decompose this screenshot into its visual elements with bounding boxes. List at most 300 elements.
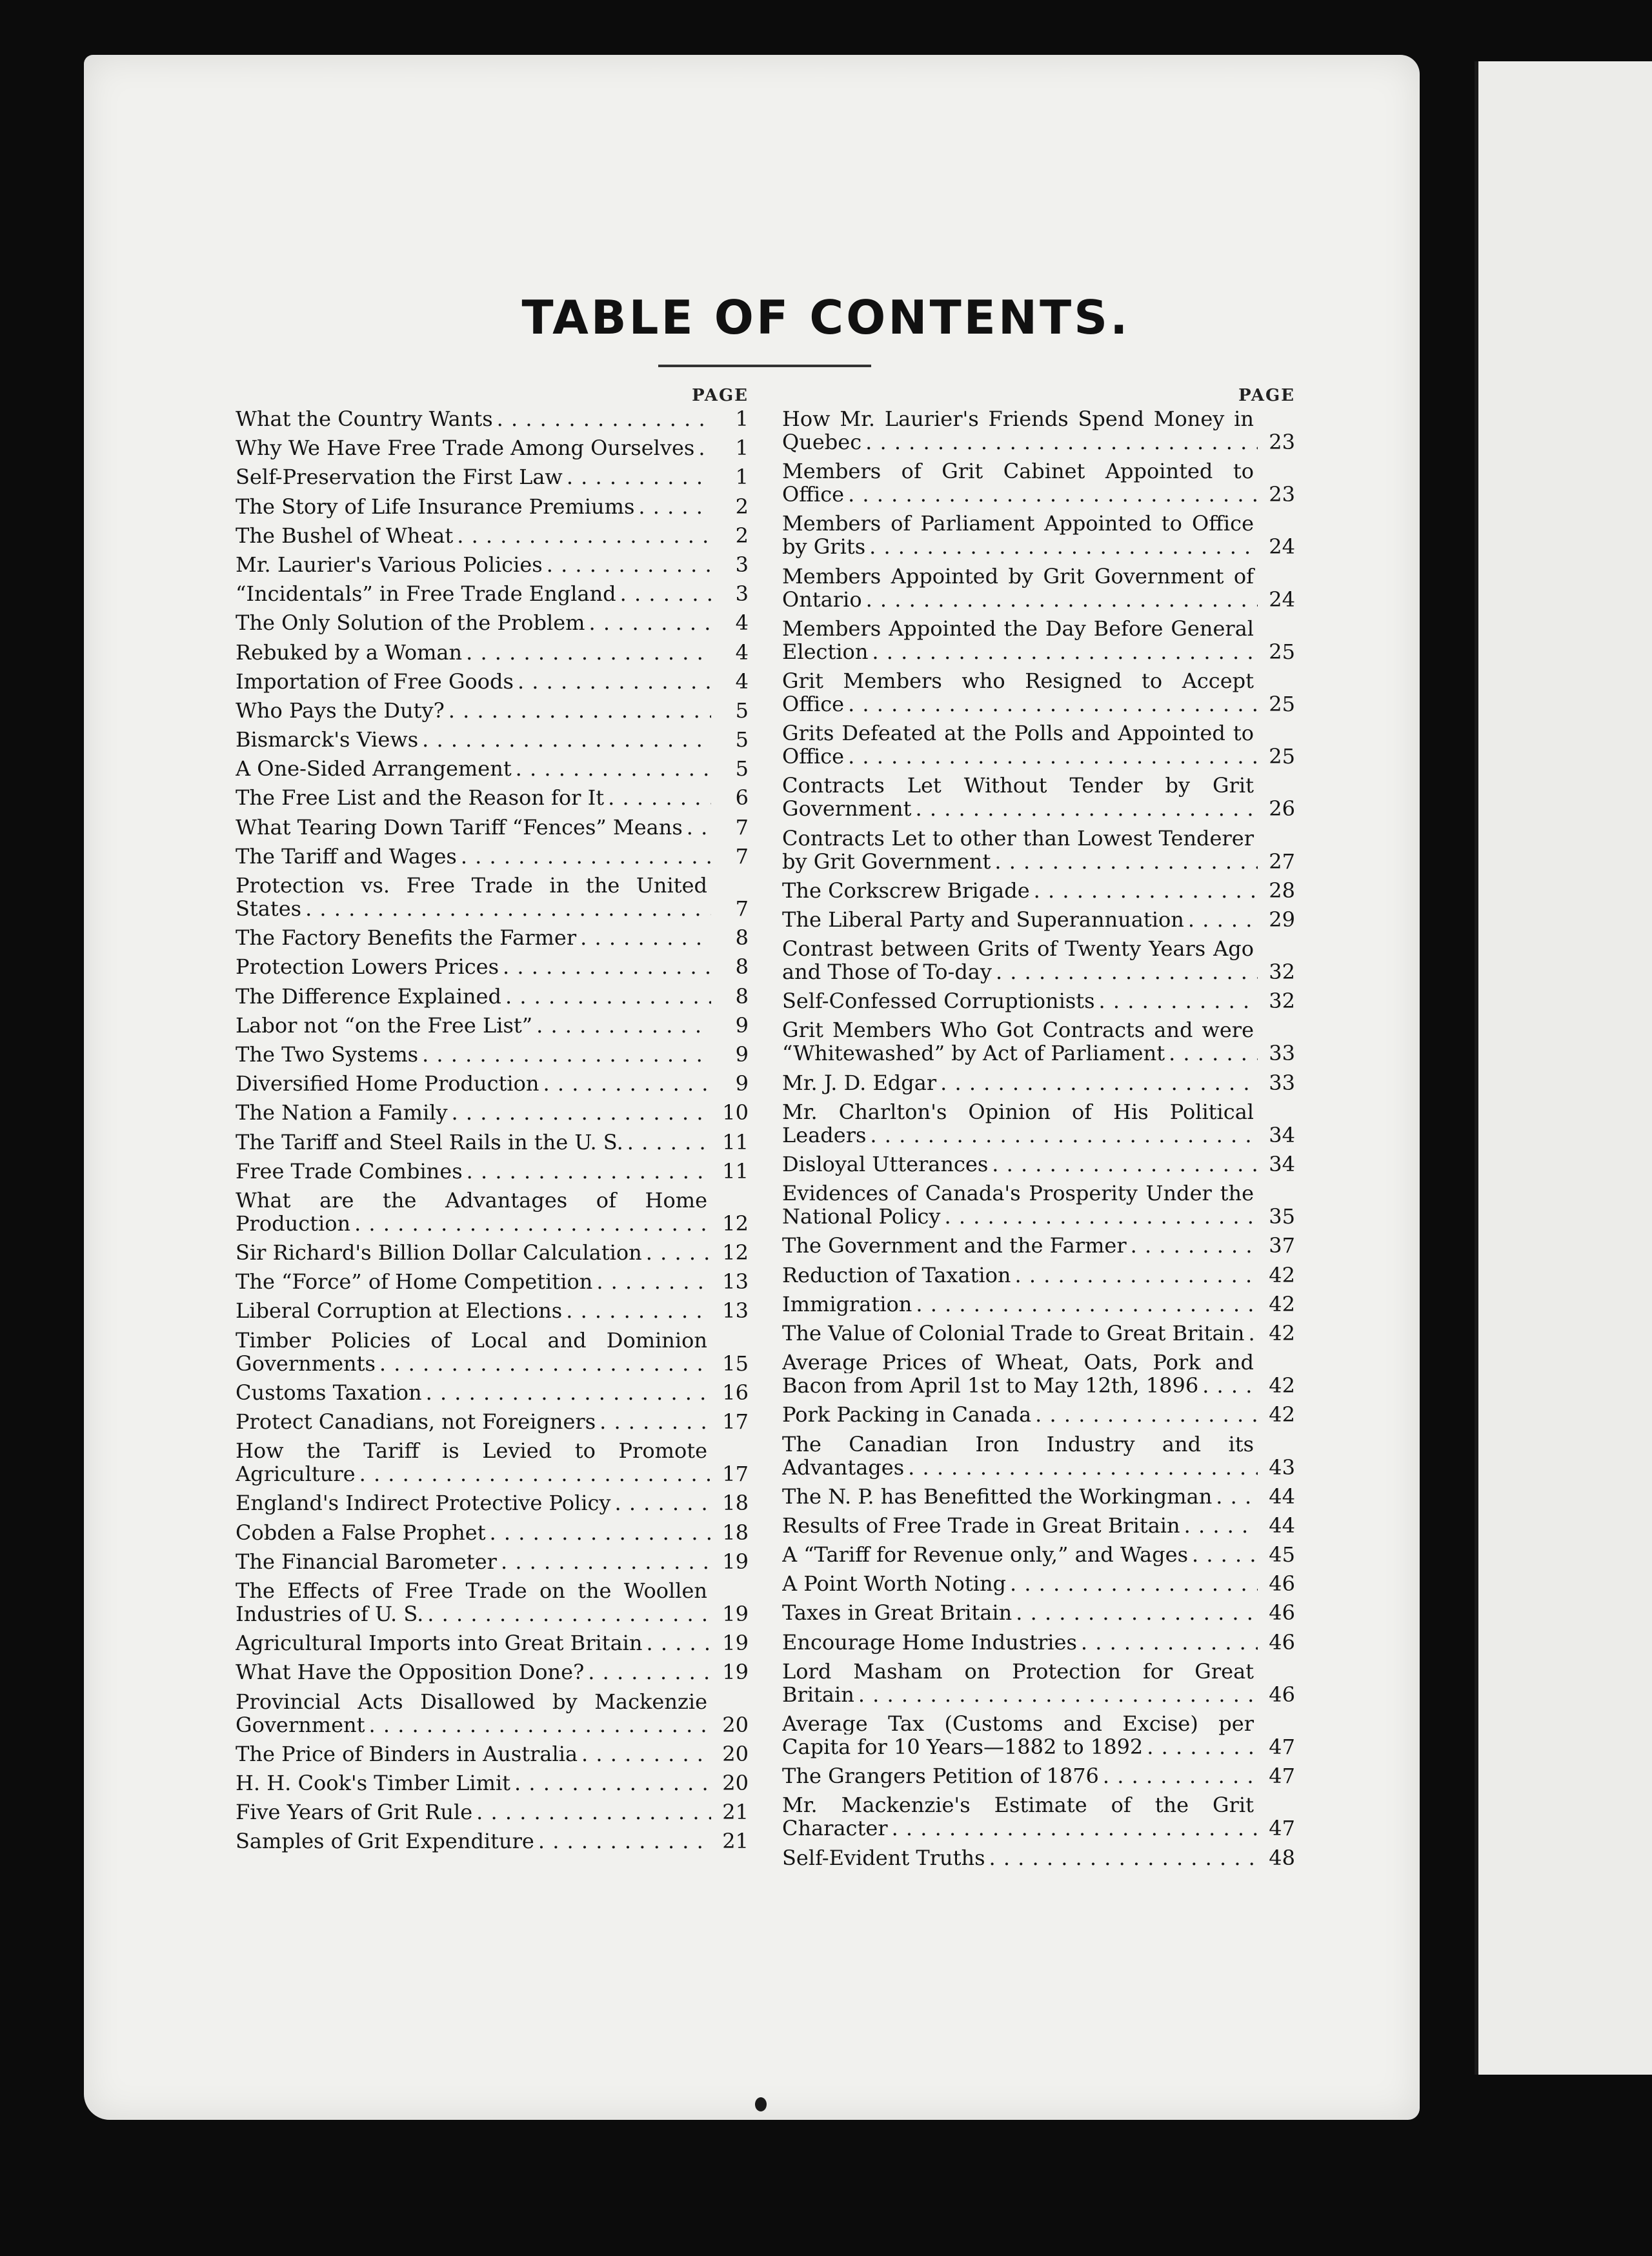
toc-entry-page: 32	[1269, 960, 1295, 985]
toc-entry-page: 4	[735, 640, 749, 665]
toc-entry-title	[236, 1043, 711, 1066]
toc-entry	[236, 845, 749, 868]
toc-entry	[236, 1189, 749, 1235]
toc-entry-title	[782, 721, 1258, 768]
toc-entry-page: 20	[722, 1712, 749, 1737]
toc-entry-page: 45	[1269, 1542, 1295, 1567]
toc-entry-title-text: The Government and the Farmer	[782, 1234, 1131, 1257]
toc-entry-title-text: England's Indirect Protective Policy	[236, 1491, 614, 1515]
toc-entry-title-text: Cobden a False Prophet	[236, 1521, 490, 1544]
toc-entry	[782, 721, 1295, 768]
toc-entry	[236, 1550, 749, 1573]
toc-entry-page: 42	[1269, 1291, 1295, 1316]
toc-entry-page: 33	[1269, 1070, 1295, 1095]
toc-entry	[236, 1690, 749, 1737]
toc-entry-title-text: The Nation a Family	[236, 1101, 452, 1124]
toc-entry	[782, 1485, 1295, 1508]
toc-entry-page: 12	[722, 1211, 749, 1236]
toc-entry-title	[236, 465, 711, 488]
toc-entry	[236, 1491, 749, 1515]
toc-entry-title	[782, 1322, 1258, 1345]
toc-entry-title	[782, 1234, 1258, 1257]
toc-entry-page: 1	[735, 407, 749, 431]
toc-entry	[782, 1660, 1295, 1706]
toc-entry	[782, 1182, 1295, 1228]
toc-entry	[236, 1072, 749, 1095]
toc-entry	[236, 611, 749, 634]
toc-entry	[782, 1793, 1295, 1840]
toc-entry-page: 35	[1269, 1204, 1295, 1229]
toc-entry-title-text: A Point Worth Noting	[782, 1572, 1010, 1595]
toc-entry-page: 24	[1269, 587, 1295, 612]
toc-entry-title	[236, 985, 711, 1008]
toc-entry-title-text: Customs Taxation	[236, 1381, 426, 1404]
toc-entry-page: 32	[1269, 989, 1295, 1014]
toc-entry	[782, 1351, 1295, 1397]
toc-entry-title	[236, 670, 711, 693]
toc-entry-title	[782, 1433, 1258, 1479]
toc-entry	[782, 827, 1295, 873]
toc-entry-page: 26	[1269, 796, 1295, 821]
toc-entry	[782, 1764, 1295, 1788]
toc-entry	[236, 524, 749, 547]
toc-entry-title-text: Diversified Home Production	[236, 1072, 543, 1095]
toc-entry	[236, 699, 749, 722]
toc-entry-title	[236, 1690, 711, 1737]
toc-entry	[236, 465, 749, 488]
toc-entry-title-text: Taxes in Great Britain	[782, 1601, 1016, 1624]
page-column-header-right: PAGE	[1238, 386, 1295, 405]
toc-entry-page: 8	[735, 983, 749, 1009]
toc-entry-title-text: The Tariff and Wages	[236, 845, 461, 868]
toc-entry	[782, 1264, 1295, 1287]
toc-entry-page: 33	[1269, 1041, 1295, 1066]
toc-entry-title	[782, 1543, 1258, 1566]
toc-entry-title	[236, 1579, 711, 1626]
toc-entry	[236, 1329, 749, 1375]
toc-entry-page: 25	[1269, 639, 1295, 664]
toc-entry-title-text: Results of Free Trade in Great Britain	[782, 1514, 1184, 1537]
toc-entry-title-text: Contracts Let to other than Lowest Tenderer by Grit Government	[782, 826, 1254, 873]
toc-entry-title	[236, 1521, 711, 1544]
toc-entry-page: 25	[1269, 744, 1295, 769]
toc-entry	[236, 495, 749, 518]
toc-entry	[236, 641, 749, 664]
toc-entry-title-text: Five Years of Grit Rule	[236, 1800, 476, 1824]
toc-entry-title-text: The Bushel of Wheat	[236, 524, 457, 547]
toc-entry	[782, 1018, 1295, 1065]
contents-column-right	[782, 384, 1295, 1875]
toc-list-right	[782, 407, 1295, 1869]
toc-entry-title-text: Reduction of Taxation	[782, 1264, 1015, 1287]
toc-entry	[236, 786, 749, 809]
toc-entry-page: 46	[1269, 1571, 1295, 1596]
toc-entry-page: 9	[735, 1012, 749, 1038]
toc-entry-page: 18	[722, 1520, 749, 1545]
toc-entry	[236, 874, 749, 920]
toc-entry-page: 20	[722, 1770, 749, 1795]
toc-entry-title-text: Provincial Acts Disallowed by Mackenzie Government	[236, 1689, 707, 1737]
toc-entry-title	[782, 1264, 1258, 1287]
toc-entry-title	[782, 1631, 1258, 1654]
toc-entry-page: 9	[735, 1042, 749, 1067]
toc-entry-title-text: Why We Have Free Trade Among Ourselves	[236, 436, 698, 459]
toc-entry-title-text: The Effects of Free Trade on the Woollen Industries of U. S.	[236, 1578, 707, 1626]
toc-entry-page: 8	[735, 925, 749, 951]
toc-entry-page: 37	[1269, 1233, 1295, 1258]
toc-entry	[236, 407, 749, 430]
toc-entry-title	[236, 845, 711, 868]
ink-mark	[755, 2097, 767, 2111]
toc-entry-page: 15	[722, 1351, 749, 1376]
toc-entry	[236, 1131, 749, 1154]
toc-entry-page: 7	[735, 896, 749, 921]
toc-entry-title-text: The Tariff and Steel Rails in the U. S.	[236, 1131, 627, 1154]
toc-entry-title	[782, 908, 1258, 931]
toc-entry-title	[236, 1491, 711, 1515]
toc-entry-title	[236, 1014, 711, 1037]
toc-entry-title	[236, 1101, 711, 1124]
toc-entry-page: 46	[1269, 1600, 1295, 1626]
toc-entry-page: 5	[735, 756, 749, 781]
toc-entry-page: 44	[1269, 1513, 1295, 1538]
toc-entry-page: 29	[1269, 907, 1295, 932]
toc-entry-title-text: Members Appointed by Grit Government of Ontario	[782, 564, 1254, 611]
page-title: TABLE OF CONTENTS.	[521, 290, 1131, 345]
toc-entry-title	[236, 786, 711, 809]
toc-entry-title	[782, 827, 1258, 873]
toc-entry	[782, 565, 1295, 611]
toc-entry-title	[782, 1712, 1258, 1758]
toc-entry-title	[236, 955, 711, 978]
toc-entry-title	[782, 459, 1258, 506]
toc-entry-page: 47	[1269, 1764, 1295, 1789]
toc-entry	[236, 1579, 749, 1626]
toc-entry	[236, 1660, 749, 1684]
toc-entry-title-text: Importation of Free Goods	[236, 670, 518, 693]
toc-entry	[236, 1101, 749, 1124]
toc-entry-title	[782, 512, 1258, 558]
toc-entry-title-text: The Value of Colonial Trade to Great Britain	[782, 1322, 1248, 1345]
toc-entry-title-text: Who Pays the Duty?	[236, 699, 448, 722]
toc-entry-title-text: Grit Members Who Got Contracts and were “Whitewashed” by Act of Parliament	[782, 1018, 1254, 1065]
toc-entry-title	[782, 989, 1258, 1012]
toc-entry-page: 8	[735, 954, 749, 980]
toc-entry-title-text: The Story of Life Insurance Premiums	[236, 495, 638, 518]
toc-entry-title	[236, 699, 711, 722]
toc-entry	[782, 1403, 1295, 1426]
toc-entry-title-text: Samples of Grit Expenditure	[236, 1829, 538, 1853]
toc-entry	[236, 985, 749, 1008]
toc-entry	[236, 1043, 749, 1066]
toc-entry-title-text: The Only Solution of the Problem	[236, 611, 589, 634]
toc-entry	[236, 1800, 749, 1824]
toc-entry-title	[782, 1572, 1258, 1595]
toc-entry-page: 27	[1269, 849, 1295, 874]
toc-entry-page: 42	[1269, 1373, 1295, 1398]
toc-entry-title-text: What are the Advantages of Home Production	[236, 1188, 707, 1235]
toc-entry-title-text: Protection vs. Free Trade in the United States	[236, 874, 707, 920]
toc-entry-title	[782, 1071, 1258, 1094]
toc-entry-page: 19	[722, 1549, 749, 1574]
toc-entry-title-text: Members of Grit Cabinet Appointed to Office	[782, 459, 1254, 507]
toc-entry-title	[782, 1100, 1258, 1147]
toc-entry-title	[236, 1072, 711, 1095]
toc-entry-title-text: The Grangers Petition of 1876	[782, 1764, 1103, 1788]
toc-entry	[236, 670, 749, 693]
toc-entry	[236, 1771, 749, 1795]
toc-entry-title-text: H. H. Cook's Timber Limit	[236, 1771, 514, 1795]
toc-entry-title	[236, 1329, 711, 1375]
toc-entry-title	[236, 1189, 711, 1235]
toc-entry	[782, 1234, 1295, 1257]
toc-entry-page: 42	[1269, 1320, 1295, 1345]
toc-entry	[782, 1293, 1295, 1316]
toc-entry-title-text: The Canadian Iron Industry and its Advantages	[782, 1432, 1254, 1479]
toc-entry-title	[236, 1550, 711, 1573]
toc-entry-page: 47	[1269, 1735, 1295, 1759]
toc-entry-page: 19	[722, 1660, 749, 1685]
toc-entry-title	[236, 611, 711, 634]
toc-entry-title-text: A “Tariff for Revenue only,” and Wages	[782, 1543, 1192, 1566]
toc-entry-title	[236, 1241, 711, 1264]
toc-entry-title	[236, 1131, 711, 1154]
toc-entry-title	[236, 1771, 711, 1795]
toc-entry-page: 13	[722, 1298, 749, 1324]
toc-entry-title	[236, 816, 711, 839]
toc-entry-page: 9	[735, 1071, 749, 1096]
contents-column-left	[236, 384, 749, 1858]
toc-entry-title-text: The Liberal Party and Superannuation	[782, 908, 1188, 931]
toc-entry-title-text: Agricultural Imports into Great Britain	[236, 1631, 647, 1655]
toc-entry	[236, 1829, 749, 1853]
toc-entry-title	[782, 1514, 1258, 1537]
toc-entry	[236, 757, 749, 780]
toc-entry-title-text: Members of Parliament Appointed to Office by Grits	[782, 512, 1254, 559]
toc-entry-page: 20	[722, 1741, 749, 1766]
toc-entry-page: 7	[735, 814, 749, 840]
toc-entry-title-text: Lord Masham on Protection for Great Britain	[782, 1659, 1254, 1706]
toc-entry	[236, 1742, 749, 1766]
toc-entry-title-text: Immigration	[782, 1293, 916, 1316]
toc-entry	[236, 553, 749, 576]
toc-entry-title-text: Sir Richard's Billion Dollar Calculation	[236, 1241, 646, 1264]
toc-entry-title-text: Self-Evident Truths	[782, 1846, 989, 1869]
toc-entry-page: 17	[722, 1462, 749, 1487]
toc-entry	[782, 1572, 1295, 1595]
toc-entry-title-text: Grit Members who Resigned to Accept Office	[782, 669, 1254, 716]
toc-entry-title	[236, 874, 711, 920]
toc-entry-title-text: The Financial Barometer	[236, 1550, 501, 1573]
toc-entry-title-text: The N. P. has Benefitted the Workingman	[782, 1485, 1216, 1508]
toc-entry-title-text: Self-Preservation the First Law	[236, 465, 567, 488]
toc-entry-title	[236, 1439, 711, 1486]
toc-entry	[782, 459, 1295, 506]
toc-entry-title	[236, 1410, 711, 1433]
toc-entry-page: 19	[722, 1601, 749, 1626]
toc-entry-page: 48	[1269, 1845, 1295, 1870]
toc-entry-title-text: How Mr. Laurier's Friends Spend Money in Quebec	[782, 407, 1254, 454]
toc-entry	[782, 669, 1295, 716]
toc-entry	[236, 1410, 749, 1433]
toc-entry	[782, 937, 1295, 983]
toc-entry-title	[782, 565, 1258, 611]
toc-entry	[236, 955, 749, 978]
toc-entry-title	[782, 669, 1258, 716]
toc-entry-title-text: Free Trade Combines	[236, 1160, 467, 1183]
toc-entry	[782, 908, 1295, 931]
toc-entry-title-text: The Corkscrew Brigade	[782, 879, 1034, 902]
toc-entry-page: 42	[1269, 1262, 1295, 1287]
toc-entry	[782, 1631, 1295, 1654]
toc-entry-page: 21	[722, 1829, 749, 1854]
toc-entry	[782, 1100, 1295, 1147]
toc-entry-page: 46	[1269, 1629, 1295, 1655]
toc-entry	[782, 879, 1295, 902]
toc-entry-title-text: The Factory Benefits the Farmer	[236, 926, 580, 949]
toc-entry-title-text: Mr. Mackenzie's Estimate of the Grit Character	[782, 1793, 1254, 1840]
toc-entry-title-text: Protect Canadians, not Foreigners	[236, 1410, 599, 1433]
toc-entry-title-text: Labor not “on the Free List”	[236, 1014, 536, 1037]
toc-entry-page: 23	[1269, 482, 1295, 507]
toc-entry-title	[782, 1660, 1258, 1706]
adjacent-page-edge	[1475, 61, 1652, 2075]
toc-entry-title-text: The Two Systems	[236, 1043, 422, 1066]
toc-entry-title-text: The Difference Explained	[236, 985, 505, 1008]
toc-entry	[236, 436, 749, 459]
toc-entry-title-text: What Tearing Down Tariff “Fences” Means	[236, 816, 687, 839]
toc-entry-title	[236, 524, 711, 547]
toc-entry-page: 23	[1269, 430, 1295, 454]
toc-entry-page: 43	[1269, 1455, 1295, 1480]
toc-entry-page: 24	[1269, 534, 1295, 559]
toc-entry	[236, 1160, 749, 1183]
toc-entry-title	[236, 436, 711, 459]
toc-entry-page: 10	[722, 1100, 749, 1125]
toc-entry-title-text: Encourage Home Industries	[782, 1631, 1081, 1654]
toc-entry	[782, 1543, 1295, 1566]
toc-entry-title-text: Timber Policies of Local and Dominion Governments	[236, 1328, 707, 1375]
toc-entry	[782, 1433, 1295, 1479]
toc-entry-title-text: Rebuked by a Woman	[236, 641, 466, 664]
toc-entry	[236, 728, 749, 751]
toc-entry-title	[782, 1293, 1258, 1316]
toc-entry-title-text: Bismarck's Views	[236, 728, 422, 751]
toc-entry	[236, 1381, 749, 1404]
toc-entry-page: 11	[722, 1129, 749, 1154]
toc-entry-title	[236, 1660, 711, 1684]
toc-entry	[236, 1014, 749, 1037]
toc-entry-page: 11	[722, 1158, 749, 1183]
toc-entry-title	[236, 1800, 711, 1824]
toc-entry-title	[236, 582, 711, 605]
toc-entry-title-text: Grits Defeated at the Polls and Appointed to Office	[782, 721, 1254, 769]
toc-entry-title-text: Members Appointed the Day Before General Election	[782, 616, 1254, 663]
toc-entry-title-text: Evidences of Canada's Prosperity Under the National Policy	[782, 1182, 1254, 1229]
toc-entry-title	[236, 1299, 711, 1322]
toc-entry	[782, 989, 1295, 1012]
toc-entry-title	[236, 1631, 711, 1655]
toc-entry	[236, 582, 749, 605]
toc-entry-title-text: Mr. Laurier's Various Policies	[236, 553, 547, 576]
toc-entry-page: 3	[735, 552, 749, 577]
toc-entry-page: 4	[735, 669, 749, 694]
toc-entry	[782, 1071, 1295, 1094]
toc-entry-title-text: Liberal Corruption at Elections	[236, 1299, 566, 1322]
toc-entry	[236, 1299, 749, 1322]
toc-entry-title-text: What the Country Wants	[236, 407, 497, 430]
title-underline	[658, 365, 871, 367]
toc-entry-title-text: Self-Confessed Corruptionists	[782, 989, 1099, 1012]
toc-entry-title-text: How the Tariff is Levied to Promote Agriculture	[236, 1439, 707, 1486]
toc-entry	[236, 1270, 749, 1293]
toc-entry-title	[236, 1270, 711, 1293]
toc-entry-page: 1	[735, 436, 749, 461]
toc-entry-title	[782, 1485, 1258, 1508]
toc-entry-title-text: The Price of Binders in Australia	[236, 1742, 581, 1766]
toc-entry	[782, 1846, 1295, 1869]
toc-entry-title	[236, 407, 711, 430]
toc-entry-title	[236, 728, 711, 751]
toc-entry-page: 46	[1269, 1682, 1295, 1707]
toc-entry-title	[782, 1351, 1258, 1397]
toc-entry-page: 5	[735, 698, 749, 723]
toc-entry-page: 34	[1269, 1152, 1295, 1176]
toc-entry-page: 17	[722, 1409, 749, 1434]
toc-entry-title	[782, 1601, 1258, 1624]
toc-entry	[782, 1322, 1295, 1345]
toc-entry-page: 13	[722, 1269, 749, 1294]
toc-entry	[236, 1439, 749, 1486]
toc-entry-page: 1	[735, 465, 749, 490]
toc-entry-title-text: A One-Sided Arrangement	[236, 757, 516, 780]
toc-entry-title	[782, 1764, 1258, 1788]
toc-entry-page: 28	[1269, 878, 1295, 903]
toc-entry-page: 34	[1269, 1122, 1295, 1147]
toc-entry-title	[782, 1846, 1258, 1869]
toc-entry-title-text: What Have the Opposition Done?	[236, 1660, 588, 1684]
toc-entry-title-text: Average Prices of Wheat, Oats, Pork and Bacon from April 1st to May 12th, 1896	[782, 1351, 1254, 1398]
toc-entry-page: 3	[735, 581, 749, 607]
toc-entry-page: 2	[735, 494, 749, 519]
toc-entry-page: 21	[722, 1800, 749, 1825]
toc-entry-title-text: Disloyal Utterances	[782, 1153, 992, 1176]
toc-entry-title-text: The Free List and the Reason for It	[236, 786, 608, 809]
toc-entry	[236, 1241, 749, 1264]
toc-entry-page: 12	[722, 1240, 749, 1265]
toc-entry-title	[782, 1153, 1258, 1176]
toc-entry-page: 47	[1269, 1816, 1295, 1841]
toc-entry	[236, 1521, 749, 1544]
toc-entry	[782, 617, 1295, 663]
toc-entry-page: 18	[722, 1491, 749, 1516]
toc-entry-title	[782, 879, 1258, 902]
toc-entry-title	[236, 757, 711, 780]
toc-entry	[236, 926, 749, 949]
toc-entry-title	[782, 774, 1258, 820]
toc-entry-title	[236, 641, 711, 664]
toc-entry	[782, 1601, 1295, 1624]
toc-entry-title-text: Contracts Let Without Tender by Grit Government	[782, 774, 1254, 821]
toc-entry-page: 4	[735, 610, 749, 636]
toc-entry	[782, 1153, 1295, 1176]
toc-entry-title-text: Mr. Charlton's Opinion of His Political Leaders	[782, 1100, 1254, 1147]
toc-entry-page: 2	[735, 523, 749, 548]
toc-entry-title	[782, 937, 1258, 983]
toc-entry-page: 5	[735, 727, 749, 752]
toc-entry-title	[782, 1793, 1258, 1840]
toc-entry	[782, 512, 1295, 558]
